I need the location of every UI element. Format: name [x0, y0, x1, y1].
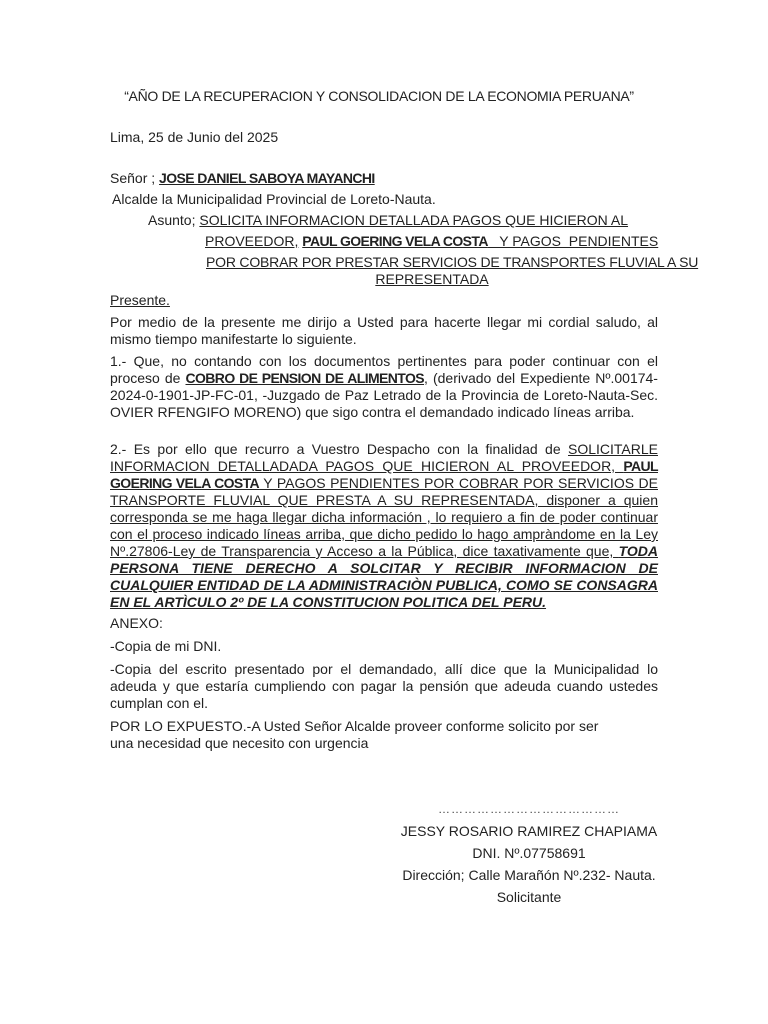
closing-paragraph: POR LO EXPUESTO.-A Usted Señor Alcalde proveer conforme solicito por ser una necesidad que necesito con urgencia — [110, 718, 599, 751]
signature-line: …………………………………… — [438, 802, 620, 816]
signer-address: Dirección; Calle Marañón Nº.232- Nauta. — [402, 867, 656, 883]
subject-line-3: POR COBRAR POR PRESTAR SERVICIOS DE TRANSPORTES FLUVIAL A SU — [206, 254, 699, 270]
subject-provider-name: PAUL GOERING VELA COSTA — [302, 233, 488, 249]
letter-body — [110, 88, 699, 752]
salutation: Señor ; — [110, 170, 156, 186]
signer-dni: DNI. Nº.07758691 — [472, 845, 586, 861]
recipient-name: JOSE DANIEL SABOYA MAYANCHI — [159, 170, 375, 186]
anexo-heading: ANEXO: — [110, 615, 163, 631]
constitutional-quote: TODA PERSONA TIENE DERECHO A SOLCITAR Y RECIBIR INFORMACION DE CUALQUIER ENTIDAD DE LA ADMINISTRACIÒN PUBLICA, COMO SE CONSAGRA EN EL ARTÌCULO 2º DE LA CONSTITUCION POLITICA DEL PERU. — [110, 543, 658, 610]
signature-block — [398, 798, 660, 908]
provider-name: PAUL GOERING VELA COSTA — [110, 458, 658, 491]
place-date: Lima, 25 de Junio del 2025 — [110, 129, 279, 145]
subject-line-1: SOLICITA INFORMACION DETALLADA PAGOS QUE HICIERON AL — [199, 212, 629, 228]
subject-line-2-c: Y PAGOS PENDIENTES — [487, 233, 659, 249]
presente: Presente. — [110, 292, 170, 308]
year-motto: “AÑO DE LA RECUPERACION Y CONSOLIDACION DE LA ECONOMIA PERUANA” — [124, 88, 634, 104]
anexo-item-2: -Copia del escrito presentado por el demandado, allí dice que la Municipalidad lo adeuda y que estaría cumpliendo con pagar la pensión que adeuda cuando ustedes cumplan con el. — [110, 661, 658, 711]
signer-name: JESSY ROSARIO RAMIREZ CHAPIAMA — [400, 823, 658, 839]
subject-label: Asunto; — [148, 212, 196, 228]
recipient-line — [110, 170, 658, 187]
recipient-position: Alcalde la Municipalidad Provincial de Loreto-Nauta. — [112, 191, 436, 207]
anexo-item-1: -Copia de mi DNI. — [110, 638, 222, 654]
paragraph-2: 2.- Es por ello que recurro a Vuestro Despacho con la finalidad de SOLICITARLE INFORMACION DETALLADADA PAGOS QUE HICIERON AL PROVEEDOR, PAUL GOERING VELA COSTA Y PAGOS PENDIENTES POR COBRAR POR SERVICIOS DE TRANSPORTE FLUVIAL QUE PRESTA A SU REPRESENTADA, disponer a quien corresponda se me haga llegar dicha información , lo requiero a fin de poder continuar con el proceso indicado líneas arriba, que dicho pedido lo hago ampràndome en la Ley Nº.27806-Ley de Transparencia y Acceso a la Pública, dice taxativamente que, TODA PERSONA TIENE DERECHO A SOLCITAR Y RECIBIR INFORMACION DE CUALQUIER ENTIDAD DE LA ADMINISTRACIÒN PUBLICA, COMO SE CONSAGRA EN EL ARTÌCULO 2º DE LA CONSTITUCION POLITICA DEL PERU. — [110, 441, 658, 610]
cobro-pension: COBRO DE PENSION DE ALIMENTOS — [185, 370, 425, 386]
subject-block — [110, 212, 699, 288]
subject-line-2-a: PROVEEDOR, — [205, 233, 299, 249]
paragraph-1: 1.- Que, no contando con los documentos pertinentes para poder continuar con el proceso de COBRO DE PENSION DE ALIMENTOS, (derivado del Expediente Nº.00174-2024-0-1901-JP-FC-01, -Juzgado de Paz Letrado de la Provincia de Loreto-Nauta-Sec. OVIER RFENGIFO MORENO) que sigo contra el demandado indicado líneas arriba. — [110, 353, 658, 420]
signer-role: Solicitante — [496, 889, 562, 905]
intro-paragraph: Por medio de la presente me dirijo a Usted para hacerte llegar mi cordial saludo, al mismo tiempo manifestarte lo siguiente. — [110, 314, 658, 347]
subject-line-4: REPRESENTADA — [375, 271, 489, 287]
